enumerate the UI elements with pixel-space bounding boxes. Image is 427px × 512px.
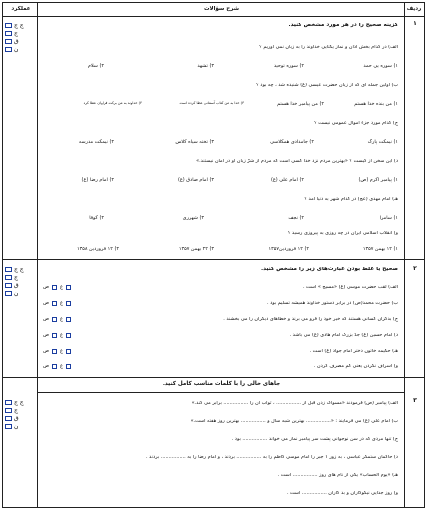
false-checkbox[interactable] <box>66 333 71 338</box>
q1-vav-option-3[interactable]: ۳) ۲۲ بهمن ۱۳۵۷ <box>178 246 214 252</box>
question-number-2: ۲ <box>413 265 417 272</box>
column-divider-left <box>37 3 38 507</box>
q1-alef-text: الف) در کدام بخش اذان و نماز یکتایی خداوند را به زبان نمی آوریم ؟ <box>259 45 398 50</box>
q1-jim-option-1[interactable]: ۱) نیمکت پارک <box>367 139 398 145</box>
false-checkbox[interactable] <box>66 349 71 354</box>
score-checkbox[interactable] <box>5 416 12 421</box>
q3-blank-6: و) روز جدایی نیکوکاران و بد کاران ................ است . <box>286 491 398 496</box>
q1-be-option-4[interactable]: ۴) خداوند به من برکت فراوان عطا کرد <box>83 101 142 105</box>
score-boxes-2: ج ج ج ق ن <box>5 265 36 297</box>
q1-he-text: هـ) امام مهدی (عج) در کدام شهر به دنیا آمد ؟ <box>304 197 398 202</box>
question-2-title: صحیح یا غلط بودن عبارت‌های زیر را مشخص کنید. <box>261 267 398 272</box>
q1-dal-option-1[interactable]: ۱) پیامبر اکرم (ص) <box>358 177 398 183</box>
q2-statement-4: د) امام حسین (ع) جدّ بزرگ امام هادی (ع) می باشد . <box>289 333 398 338</box>
true-checkbox[interactable] <box>52 349 57 354</box>
q1-alef-option-3[interactable]: ۳) تشهد <box>197 63 214 69</box>
q2-statement-2: ب) حضرت محمد(ص) در برابر دستور خداوند همیشه تسلیم بود . <box>267 301 398 306</box>
header-radif: ردیف <box>406 6 422 12</box>
score-checkbox[interactable] <box>5 283 12 288</box>
score-checkbox[interactable] <box>5 424 12 429</box>
score-checkbox[interactable] <box>5 23 12 28</box>
score-boxes-3: ج ج ج ق ن <box>5 398 36 430</box>
q2-statement-1: الف) لقب حضرت موسی (ع) «مسیح » است . <box>302 285 398 290</box>
question-number-3: ۳ <box>413 397 417 404</box>
table-header <box>3 3 424 17</box>
question-3-title: جاهای خالی را با کلمات مناسب کامل کنید. <box>162 381 281 387</box>
q3-blank-4: د) حاکمان ستمگر عباسی ، به زور ۱ جبر را امام موسی کاظم را به ................ بردند ، و امام رضا را به ................ بردند . <box>145 455 398 460</box>
true-checkbox[interactable] <box>52 285 57 290</box>
score-checkbox[interactable] <box>5 47 12 52</box>
q3-blank-3: ج) تنها مردی که در سن نوجوانی پشت سر پیامبر نماز می خواند ................ بود . <box>231 437 398 442</box>
q2-statement-5: هـ) حکیمه خاتون دختر امام جواد (ع) است . <box>309 349 398 354</box>
true-checkbox[interactable] <box>52 364 57 369</box>
row-divider-1 <box>3 259 424 260</box>
q1-jim-option-4[interactable]: ۴) نیمکت مدرسه <box>78 139 114 145</box>
score-checkbox[interactable] <box>5 39 12 44</box>
q1-vav-option-1[interactable]: ۱) ۱۲ بهمن ۱۳۵۷ <box>362 246 398 252</box>
q1-dal-option-4[interactable]: ۴) امام رضا (ع) <box>81 177 114 183</box>
question-1-title: گزینه صحیح را در هر مورد مشخص کنید. <box>288 23 398 28</box>
header-sharh: شرح سؤالات <box>203 6 240 12</box>
q1-jim-text: ج) کدام مورد جزء اموال عمومی نیست ؟ <box>314 121 398 126</box>
row-divider-2 <box>3 377 424 378</box>
q1-he-option-1[interactable]: ۱) سامرا <box>379 215 398 221</box>
question-number-1: ۱ <box>413 20 417 27</box>
q1-dal-option-3[interactable]: ۳) امام صادق (ع) <box>177 177 214 183</box>
q1-alef-option-1[interactable]: ۱) سوره یی حمد <box>363 63 398 69</box>
q2-tf-1: ص غ <box>43 285 103 290</box>
q1-alef-option-4[interactable]: ۴) سلام <box>87 63 104 69</box>
q2-tf-5: ص غ <box>43 349 103 354</box>
q3-blank-5: هـ) «یوم الحساب» یکی از نام های روز ................ است . <box>277 473 398 478</box>
q2-tf-2: ص غ <box>43 301 103 306</box>
q1-dal-option-2[interactable]: ۲) امام علی (ع) <box>270 177 304 183</box>
q1-vav-text: و) انقلاب اسلامی ایران در چه روزی به پیروزی رسید ؟ <box>287 231 398 236</box>
score-checkbox[interactable] <box>5 267 12 272</box>
q1-he-option-2[interactable]: ۲) نجف <box>288 215 304 221</box>
question-3-body <box>39 393 404 507</box>
header-barom: عملکرد <box>11 6 31 12</box>
score-checkbox[interactable] <box>5 31 12 36</box>
q2-tf-4: ص غ <box>43 333 103 338</box>
score-checkbox[interactable] <box>5 400 12 405</box>
column-divider-right <box>404 3 405 507</box>
q1-alef-option-2[interactable]: ۲) سوره توحید <box>273 63 304 69</box>
question-1-body <box>39 17 404 259</box>
q1-be-option-1[interactable]: ۱) من بنده خدا هستم <box>354 101 398 107</box>
score-boxes-1: ج ج ج ق ن <box>5 21 36 53</box>
q1-vav-option-4[interactable]: ۴) ۱۲ فروردین ۱۳۵۸ <box>76 246 119 252</box>
q3-blank-2: ب) امام علی (ع) می فرمایند : «................ بهترین شبه سال و ................ بهترین روز هفته است.» <box>190 419 398 424</box>
q1-he-option-3[interactable]: ۳) شهرری <box>182 215 204 221</box>
q1-dal-text: د) این سخن از کیست ؟ «بهترین مردم نزد خدا کسی است که مردم از شرّ زبان او در امان نیستند.» <box>196 159 398 164</box>
q3-blank-1: الف) پیامبر (ص) فرمودند «مسواک زدن قبل از ................ ، ثواب آن را ................ برابر می کند.» <box>191 401 398 406</box>
q1-be-option-2[interactable]: ۲) من پیامبر خدا هستم <box>277 101 324 107</box>
false-checkbox[interactable] <box>66 301 71 306</box>
score-checkbox[interactable] <box>5 408 12 413</box>
true-checkbox[interactable] <box>52 333 57 338</box>
q2-statement-6: و) اسراف نکردن یعنی کم مصرف کردن . <box>313 364 398 369</box>
false-checkbox[interactable] <box>66 364 71 369</box>
question-2-body <box>39 261 404 377</box>
true-checkbox[interactable] <box>52 301 57 306</box>
q2-tf-6: ص غ <box>43 364 103 369</box>
false-checkbox[interactable] <box>66 285 71 290</box>
exam-sheet <box>2 2 425 508</box>
score-checkbox[interactable] <box>5 291 12 296</box>
false-checkbox[interactable] <box>66 317 71 322</box>
q1-be-text: ب) اولین جمله ای که از زبان حضرت عیسی (ع) شنیده شد ، چه بود ؟ <box>256 83 398 88</box>
true-checkbox[interactable] <box>52 317 57 322</box>
q2-tf-3: ص غ <box>43 317 103 322</box>
q2-statement-3: ج) بدگزان کسانی هستند که خیر خود را فرو می برند و خطاهای دیگران را می بخشند . <box>223 317 398 322</box>
q1-he-option-4[interactable]: ۴) کوفا <box>89 215 104 221</box>
score-checkbox[interactable] <box>5 275 12 280</box>
q1-vav-option-2[interactable]: ۲) ۱۲ فروردین۱۳۵۷ <box>268 246 309 252</box>
q1-jim-option-3[interactable]: ۳) تخته سیاه کلاس <box>175 139 214 145</box>
q1-jim-option-2[interactable]: ۲) جامدادی همکلاسی <box>270 139 314 145</box>
q1-be-option-3[interactable]: ۳) خدا به من کتاب آسمانی عطا کرده است <box>179 101 244 105</box>
